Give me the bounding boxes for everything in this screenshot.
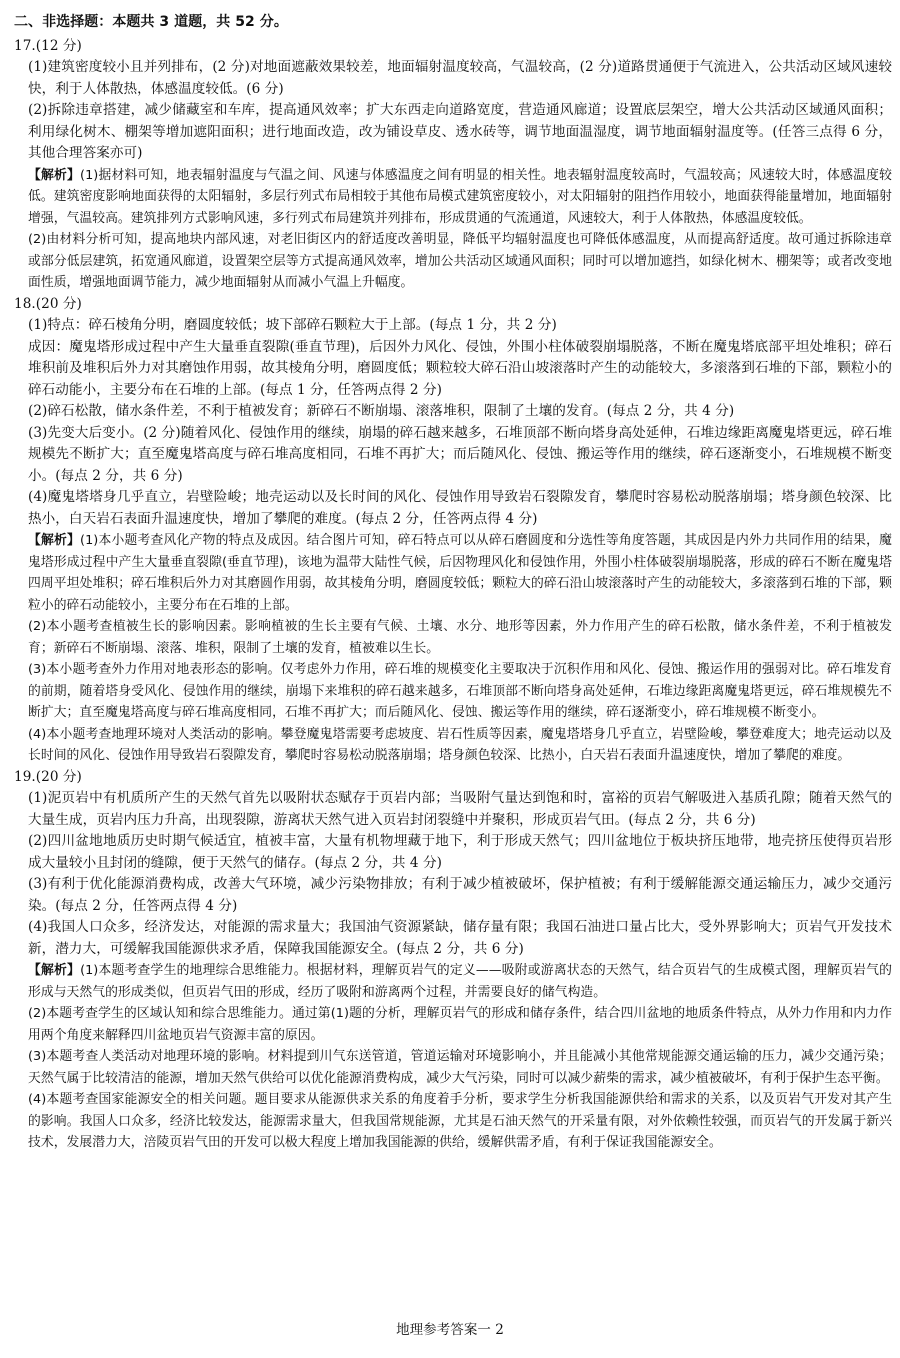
q17-answer-2: (2)拆除违章搭建，减少储藏室和车库，提高通风效率；扩大东西走向道路宽度，营造通风廊道；设置底层架空，增大公共活动区域通风面积；利用绿化树木、棚架等增加遮阳面积；进行地面改造，改为铺设草皮、透水砖等，调节地面温湿度，调节地面辐射温度等。(任答三点得 6 分，其他合理答案亦可) <box>28 102 892 161</box>
q19-analysis-3: (3)本题考查人类活动对地理环境的影响。材料提到川气东送管道，管道运输对环境影响小，并且能减小其他常规能源交通运输的压力，减少交通污染；天然气属于比较清洁的能源，增加天然气供给可以优化能源消费构成，减少大气污染，同时可以减少薪柴的需求，减少植被破坏，有利于保护生态平衡。 <box>28 1049 892 1086</box>
q19-analysis-1 <box>14 960 892 1003</box>
q19-answer-2: (2)四川盆地地质历史时期气候适宜，植被丰富，大量有机物埋藏于地下，利于形成天然气；四川盆地位于板块挤压地带，地壳挤压使得页岩形成大量较小且封闭的缝隙，便于天然气的储存。(每点 2 分，共 4 分) <box>28 833 892 871</box>
question-17 <box>14 36 892 294</box>
q18-answer-1b: 成因：魔鬼塔形成过程中产生大量垂直裂隙(垂直节理)，后因外力风化、侵蚀，外围小柱体破裂崩塌脱落，不断在魔鬼塔底部平坦处堆积；碎石堆积前及堆积后外力对其磨蚀作用弱，故其棱角分明，磨圆度低；颗粒较大碎石沿山坡滚落时产生的动能较大，多滚落到石堆的下部，颗粒小的碎石动能小，主要分布在石堆的上部。(每点 1 分，任答两点得 2 分) <box>28 338 892 398</box>
q19-answer-1: (1)泥页岩中有机质所产生的天然气首先以吸附状态赋存于页岩内部；当吸附气量达到饱和时，富裕的页岩气解吸进入基质孔隙；随着天然气的大量生成，页岩内压力升高，出现裂隙，游离状天然气进入页岩封闭裂缝中并聚积，形成页岩气田。(每点 2 分，共 6 分) <box>28 790 892 828</box>
page-footer: 地理参考答案一 2 <box>396 1322 504 1338</box>
q17-analysis-1-text: (1)据材料可知，地表辐射温度与气温之间、风速与体感温度之间有明显的相关性。地表辐射温度较高时，气温较高；风速较大时，体感温度较低。建筑密度影响地面获得的太阳辐射，多层行列式布局相较于其他布局模式建筑密度较小，对太阳辐射的阻挡作用较小，地面获得能量增加，地面辐射增强，气温较高。建筑排列方式影响风速，多行列式布局建筑并列排布，形成贯通的气流通道，风速较大，利于人体散热，体感温度较低。 <box>28 167 892 226</box>
question-17-head: 17.(12 分) <box>14 37 82 54</box>
analysis-tag: 【解析】 <box>28 963 81 978</box>
question-18-head: 18.(20 分) <box>14 295 82 312</box>
analysis-tag: 【解析】 <box>28 167 81 183</box>
q19-answer-3: (3)有利于优化能源消费构成，改善大气环境，减少污染物排放；有利于减少植被破坏，保护植被；有利于缓解能源交通运输压力，减少交通污染。(每点 2 分，任答两点得 4 分) <box>28 876 892 914</box>
q17-analysis-1 <box>14 165 892 230</box>
q18-answer-4: (4)魔鬼塔塔身几乎直立，岩壁险峻；地壳运动以及长时间的风化、侵蚀作用导致岩石裂隙发育，攀爬时容易松动脱落崩塌；塔身颜色较深、比热小，白天岩石表面升温速度快，增加了攀爬的难度。(每点 2 分，任答两点得 4 分) <box>28 489 892 527</box>
analysis-tag: 【解析】 <box>28 533 81 548</box>
q18-analysis-3: (3)本小题考查外力作用对地表形态的影响。仅考虑外力作用，碎石堆的规模变化主要取决于沉积作用和风化、侵蚀、搬运作用的强弱对比。碎石堆发育的前期，随着塔身受风化、侵蚀作用的继续，崩塌下来堆积的碎石越来越多，石堆顶部不断向塔身高处延伸，石堆边缘距离魔鬼塔更远，碎石堆规模先不断扩大；直至魔鬼塔高度与碎石堆高度相同，石堆不再扩大；而后随风化、侵蚀、搬运等作用的继续，碎石逐渐变小，碎石堆规模不断变小。 <box>28 662 892 720</box>
q18-analysis-1-text: (1)本小题考查风化产物的特点及成因。结合图片可知，碎石特点可以从碎石磨圆度和分选性等角度答题，其成因是内外力共同作用的结果，魔鬼塔形成过程中产生大量垂直裂隙(垂直节理)，该地为温带大陆性气候，后因物理风化和侵蚀作用，外围小柱体破裂崩塌脱落，形成的碎石不断在魔鬼塔四周平坦处堆积；碎石堆积后外力对其磨圆作用弱，故其棱角分明，磨圆度较低；颗粒大的碎石沿山坡滚落时产生的动能较大，多滚落到石堆的下部，颗粒小的碎石动能较小，主要分布在石堆的上部。 <box>28 533 892 613</box>
q19-analysis-4: (4)本题考查国家能源安全的相关问题。题目要求从能源供求关系的角度着手分析，要求学生分析我国能源供给和需求的关系，以及页岩气开发对其产生的影响。我国人口众多，经济比较发达，能源需求量大，但我国常规能源，尤其是石油天然气的开采量有限，对外依赖性较强，而页岩气的开发属于新兴技术，发展潜力大，涪陵页岩气田的开发可以极大程度上增加我国能源的供给，缓解供需矛盾，有利于保证我国能源安全。 <box>28 1092 892 1150</box>
q18-analysis-1 <box>14 530 892 616</box>
q18-analysis-4: (4)本小题考查地理环境对人类活动的影响。攀登魔鬼塔需要考虑坡度、岩石性质等因素，魔鬼塔塔身几乎直立，岩壁险峻，攀登难度大；地壳运动以及长时间的风化、侵蚀作用导致岩石裂隙发育，攀爬时容易松动脱落崩塌；塔身颜色较深、比热小，白天岩石表面升温速度快，增加了攀爬的难度。 <box>28 726 892 763</box>
q19-answer-4: (4)我国人口众多，经济发达，对能源的需求量大；我国油气资源紧缺，储存量有限；我国石油进口量占比大，受外界影响大；页岩气开发技术新，潜力大，可缓解我国能源供求矛盾，保障我国能源安全。(每点 2 分，共 6 分) <box>28 919 892 957</box>
question-18 <box>14 294 892 767</box>
q18-answer-2: (2)碎石松散，储水条件差，不利于植被发育；新碎石不断崩塌、滚落堆积，限制了土壤的发育。(每点 2 分，共 4 分) <box>28 403 735 419</box>
q17-analysis-2: (2)由材料分析可知，提高地块内部风速，对老旧街区内的舒适度改善明显，降低平均辐射温度也可降低体感温度，从而提高舒适度。故可通过拆除违章或部分低层建筑，拓宽通风廊道，设置架空层等方式提高通风效率，增加公共活动区域通风面积；同时可以增加遮挡，如绿化树木、棚架等；或者改变地面性质，增强地面调节能力，减少地面辐射从而减小气温上升幅度。 <box>28 232 892 290</box>
question-19-head: 19.(20 分) <box>14 768 82 785</box>
q17-answer-1: (1)建筑密度较小且并列排布，(2 分)对地面遮蔽效果较差，地面辐射温度较高，气温较高，(2 分)道路贯通便于气流进入，公共活动区域风速较快，利于人体散热，体感温度较低。(6 分) <box>28 59 892 97</box>
q18-answer-3: (3)先变大后变小。(2 分)随着风化、侵蚀作用的继续，崩塌的碎石越来越多，石堆顶部不断向塔身高处延伸，石堆边缘距离魔鬼塔更远，碎石堆规模先不断扩大；直至魔鬼塔高度与碎石堆高度相同，石堆不再扩大；而后随风化、侵蚀、搬运等作用的继续，碎石逐渐变小，石堆规模不断变小。(每点 2 分，共 6 分) <box>28 424 892 484</box>
section-title: 二、非选择题：本题共 3 道题，共 52 分。 <box>14 14 288 30</box>
question-19 <box>14 767 892 1154</box>
q18-analysis-2: (2)本小题考查植被生长的影响因素。影响植被的生长主要有气候、土壤、水分、地形等因素，外力作用产生的碎石松散，储水条件差，不利于植被发育；新碎石不断崩塌、滚落、堆积，限制了土壤的发育，植被难以生长。 <box>28 619 892 656</box>
q18-answer-1: (1)特点：碎石棱角分明，磨圆度较低；坡下部碎石颗粒大于上部。(每点 1 分，共 2 分) <box>28 317 557 333</box>
q19-analysis-2: (2)本题考查学生的区域认知和综合思维能力。通过第(1)题的分析，理解页岩气的形成和储存条件，结合四川盆地的地质条件特点，从外力作用和内力作用两个角度来解释四川盆地页岩气资源丰富的原因。 <box>28 1006 892 1043</box>
q19-analysis-1-text: (1)本题考查学生的地理综合思维能力。根据材料，理解页岩气的定义——吸附或游离状态的天然气，结合页岩气的生成模式图，理解页岩气的形成与天然气的形成类似，但页岩气田的形成，经历了吸附和游离两个过程，并需要良好的储气构造。 <box>28 963 893 1000</box>
